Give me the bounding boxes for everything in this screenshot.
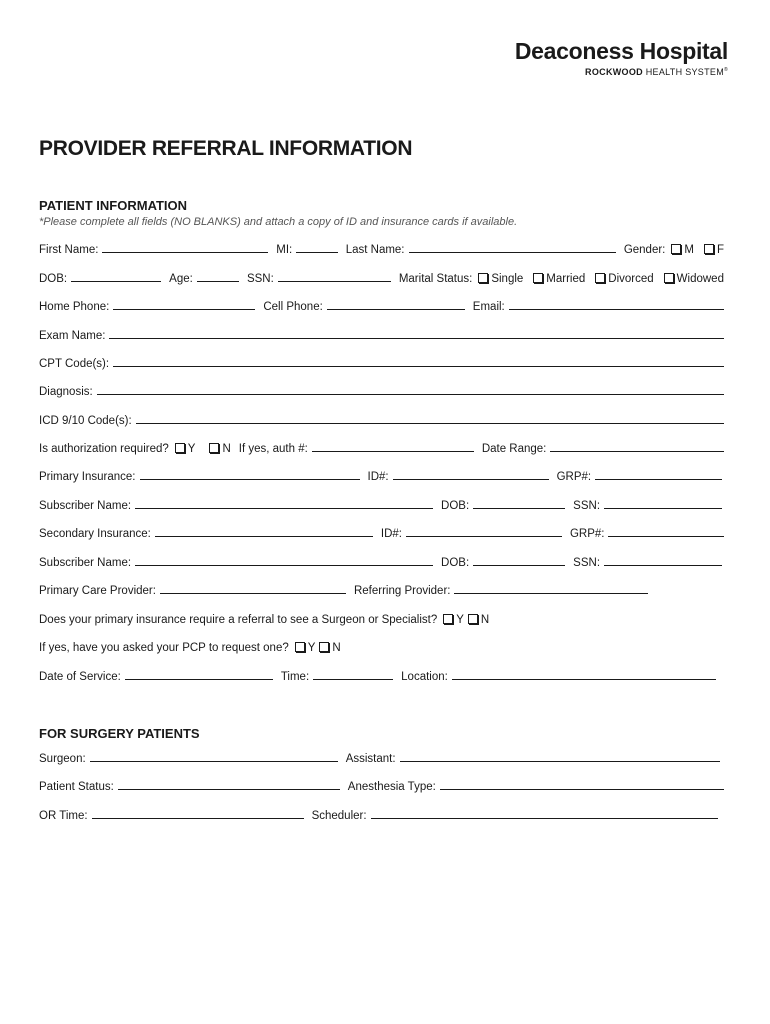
field-label: DOB: <box>441 557 470 569</box>
health-system-name: ROCKWOOD HEALTH SYSTEM® <box>585 67 728 77</box>
checkbox-option[interactable] <box>441 614 464 626</box>
dob-row <box>39 269 724 285</box>
field-label: MI: <box>276 244 293 256</box>
checkbox-option[interactable] <box>317 642 340 654</box>
field-label: Exam Name: <box>39 330 106 342</box>
subscriber-ssn-field-2[interactable] <box>604 564 722 566</box>
checkbox-option[interactable] <box>466 614 489 626</box>
field-label: GRP#: <box>569 528 605 540</box>
field-label: Gender: <box>623 244 666 256</box>
field-label: Referring Provider: <box>353 585 451 597</box>
checkbox-label: Divorced <box>608 273 654 285</box>
cpt-row <box>39 354 724 370</box>
checkbox-label: Single <box>491 273 524 285</box>
field-label: If yes, auth #: <box>238 443 308 455</box>
referral-no-checkbox[interactable] <box>468 614 478 624</box>
checkbox-option[interactable] <box>669 244 694 256</box>
hospital-name: Deaconess Hospital <box>514 38 728 64</box>
provider-row <box>39 581 724 597</box>
field-label: If yes, have you asked your PCP to request one? <box>39 642 289 654</box>
first-name-field[interactable] <box>102 251 268 253</box>
subscriber-row-1 <box>39 496 724 512</box>
ssn-field[interactable] <box>278 280 391 282</box>
home-phone-field[interactable] <box>113 308 255 310</box>
age-field[interactable] <box>197 280 239 282</box>
field-label: Patient Status: <box>39 781 114 793</box>
middle-initial-field[interactable] <box>296 251 337 253</box>
secondary-id-field[interactable] <box>406 535 562 537</box>
date-range-field[interactable] <box>550 450 724 452</box>
referring-provider-field[interactable] <box>454 592 648 594</box>
exam-name-field[interactable] <box>109 337 724 339</box>
scheduler-field[interactable] <box>371 817 718 819</box>
field-label: Date Range: <box>481 443 547 455</box>
field-label: Marital Status: <box>398 273 473 285</box>
field-label: Age: <box>169 273 193 285</box>
primary-insurance-field[interactable] <box>140 478 360 480</box>
field-label: Diagnosis: <box>39 386 93 398</box>
secondary-insurance-field[interactable] <box>155 535 373 537</box>
form-title: PROVIDER REFERRAL INFORMATION <box>39 137 413 160</box>
time-field[interactable] <box>313 678 393 680</box>
anesthesia-type-field[interactable] <box>440 788 724 790</box>
field-label: CPT Code(s): <box>39 358 110 370</box>
single-checkbox[interactable] <box>478 273 488 283</box>
checkbox-label: N <box>480 614 490 626</box>
field-label: Scheduler: <box>311 810 367 822</box>
field-label: Secondary Insurance: <box>39 528 151 540</box>
field-label: GRP#: <box>556 471 592 483</box>
cpt-codes-field[interactable] <box>113 365 724 367</box>
field-label: Assistant: <box>345 753 396 765</box>
or-time-row <box>39 806 724 822</box>
field-label: Home Phone: <box>39 301 110 313</box>
checkbox-label: Married <box>546 273 586 285</box>
instructions-note: *Please complete all fields (NO BLANKS) and attach a copy of ID and insurance cards if available. <box>39 216 518 228</box>
checkbox-label: Y <box>456 614 464 626</box>
surgeon-row <box>39 749 724 765</box>
field-label: Last Name: <box>345 244 405 256</box>
surgeon-field[interactable] <box>90 760 338 762</box>
primary-care-provider-field[interactable] <box>160 592 346 594</box>
assistant-field[interactable] <box>400 760 720 762</box>
field-label: Date of Service: <box>39 671 121 683</box>
field-label: Email: <box>472 301 505 313</box>
name-row <box>39 240 724 256</box>
primary-id-field[interactable] <box>393 478 549 480</box>
field-label: Is authorization required? <box>39 443 169 455</box>
married-checkbox[interactable] <box>533 273 543 283</box>
primary-grp-field[interactable] <box>595 478 722 480</box>
field-label: ID#: <box>367 471 389 483</box>
service-row <box>39 667 724 683</box>
last-name-field[interactable] <box>409 251 616 253</box>
checkbox-label: N <box>222 443 231 455</box>
field-label: Location: <box>401 671 448 683</box>
diagnosis-field[interactable] <box>97 393 724 395</box>
referral-question-row <box>39 610 724 626</box>
dob-field[interactable] <box>71 280 161 282</box>
field-label: Anesthesia Type: <box>347 781 436 793</box>
field-label: ID#: <box>380 528 402 540</box>
subscriber-ssn-field-1[interactable] <box>604 507 722 509</box>
divorced-checkbox[interactable] <box>595 273 605 283</box>
primary-insurance-row <box>39 467 724 483</box>
checkbox-option[interactable] <box>702 244 724 256</box>
checkbox-option[interactable] <box>476 273 523 285</box>
field-label: OR Time: <box>39 810 88 822</box>
subscriber-dob-field-2[interactable] <box>473 564 565 566</box>
field-label: SSN: <box>573 557 601 569</box>
checkbox-label: Y <box>307 642 316 654</box>
checkbox-option[interactable] <box>207 443 230 455</box>
surgery-section-heading: FOR SURGERY PATIENTS <box>39 726 200 741</box>
field-label: ICD 9/10 Code(s): <box>39 415 132 427</box>
subscriber-dob-field-1[interactable] <box>473 507 565 509</box>
field-label: First Name: <box>39 244 99 256</box>
checkbox-option[interactable] <box>662 273 724 285</box>
pcp-question-row <box>39 638 724 654</box>
hospital-logo <box>515 38 728 77</box>
exam-row <box>39 326 724 342</box>
checkbox-option[interactable] <box>293 642 316 654</box>
subscriber-name-field-1[interactable] <box>135 507 433 509</box>
secondary-grp-field[interactable] <box>608 535 724 537</box>
checkbox-label: M <box>684 244 694 256</box>
auth-number-field[interactable] <box>312 450 474 452</box>
status-row <box>39 777 724 793</box>
field-label: SSN: <box>573 500 601 512</box>
field-label: SSN: <box>246 273 274 285</box>
subscriber-name-field-2[interactable] <box>135 564 433 566</box>
date-of-service-field[interactable] <box>125 678 273 680</box>
subscriber-row-2 <box>39 553 724 569</box>
or-time-field[interactable] <box>92 817 304 819</box>
location-field[interactable] <box>452 678 716 680</box>
checkbox-label: N <box>332 642 341 654</box>
pcp-yes-checkbox[interactable] <box>295 642 305 652</box>
gender-m-checkbox[interactable] <box>671 244 681 254</box>
field-label: Subscriber Name: <box>39 557 132 569</box>
auth-no-checkbox[interactable] <box>209 443 219 453</box>
gender-f-checkbox[interactable] <box>704 244 714 254</box>
field-label: DOB: <box>39 273 68 285</box>
auth-yes-checkbox[interactable] <box>175 443 185 453</box>
email-field[interactable] <box>509 308 724 310</box>
authorization-row <box>39 439 724 455</box>
icd-row <box>39 411 724 427</box>
field-label: Primary Insurance: <box>39 471 136 483</box>
patient-status-field[interactable] <box>118 788 340 790</box>
field-label: Time: <box>280 671 310 683</box>
checkbox-option[interactable] <box>173 443 196 455</box>
pcp-no-checkbox[interactable] <box>319 642 329 652</box>
field-label: Subscriber Name: <box>39 500 132 512</box>
checkbox-label: Y <box>187 443 196 455</box>
field-label: Surgeon: <box>39 753 86 765</box>
checkbox-option[interactable] <box>593 273 653 285</box>
field-label: Cell Phone: <box>263 301 323 313</box>
referral-yes-checkbox[interactable] <box>443 614 453 624</box>
secondary-insurance-row <box>39 524 724 540</box>
icd-codes-field[interactable] <box>136 422 724 424</box>
checkbox-label: F <box>716 244 724 256</box>
cell-phone-field[interactable] <box>327 308 465 310</box>
field-label: DOB: <box>441 500 470 512</box>
phone-row <box>39 297 724 313</box>
diagnosis-row <box>39 382 724 398</box>
checkbox-label: Widowed <box>676 273 724 285</box>
checkbox-option[interactable] <box>531 273 585 285</box>
field-label: Primary Care Provider: <box>39 585 156 597</box>
widowed-checkbox[interactable] <box>664 273 674 283</box>
field-label: Does your primary insurance require a referral to see a Surgeon or Specialist? <box>39 614 438 626</box>
patient-section-heading: PATIENT INFORMATION <box>39 198 188 213</box>
